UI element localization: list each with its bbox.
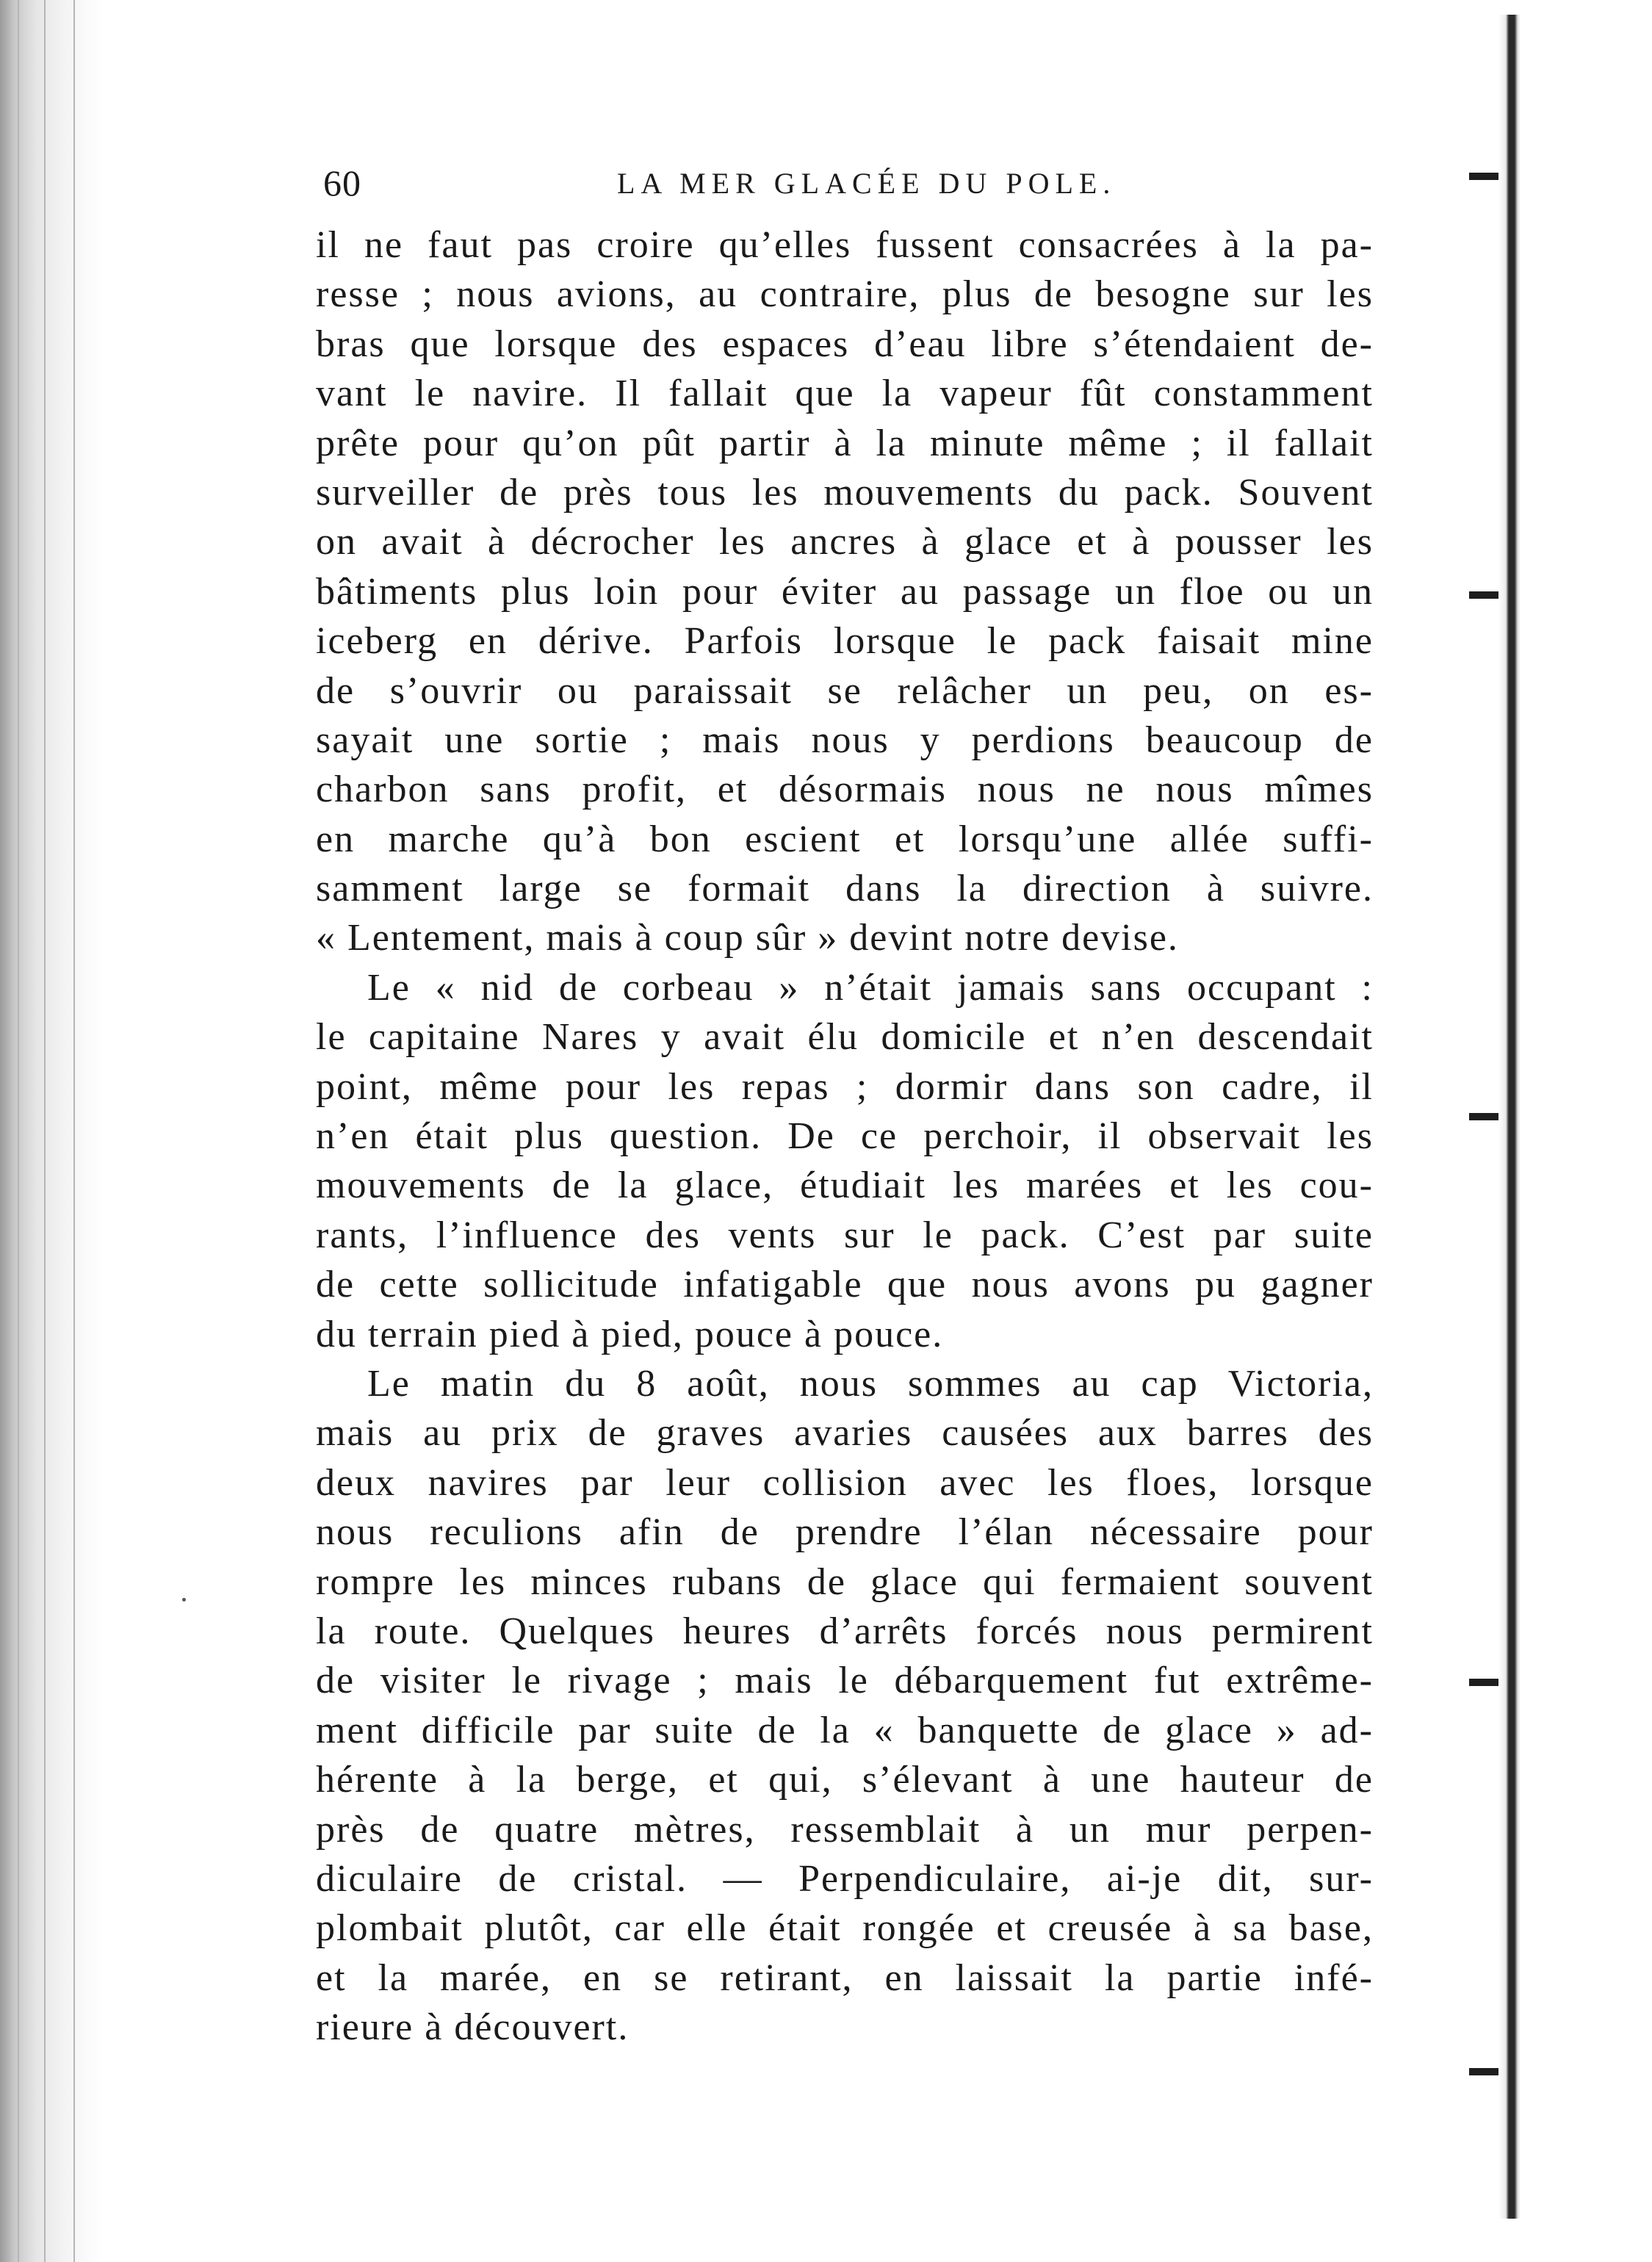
text-line: iceberg en dérive. Parfois lorsque le pack faisait mine: [316, 620, 1374, 663]
text-line: rieure à découvert.: [316, 2006, 630, 2049]
text-line: mais au prix de graves avaries causées aux barres des: [316, 1412, 1374, 1455]
paragraph-start-line: Le « nid de corbeau » n’était jamais sans occupant :: [367, 966, 1374, 1009]
text-line: rants, l’influence des vents sur le pack. C’est par suite: [316, 1214, 1374, 1256]
text-line: plombait plutôt, car elle était rongée et creusée à sa base,: [316, 1907, 1374, 1950]
text-line: point, même pour les repas ; dormir dans son cadre, il: [316, 1065, 1374, 1108]
text-line: le capitaine Nares y avait élu domicile et n’en descendait: [316, 1016, 1374, 1059]
text-line: hérente à la berge, et qui, s’élevant à une hauteur de: [316, 1759, 1374, 1801]
text-line: de s’ouvrir ou paraissait se relâcher un peu, on es-: [316, 669, 1374, 712]
text-line: samment large se formait dans la direction à suivre.: [316, 868, 1374, 910]
text-line: la route. Quelques heures d’arrêts forcés nous permirent: [316, 1610, 1374, 1652]
text-line: surveiller de près tous les mouvements du pack. Souvent: [316, 471, 1374, 514]
text-line: nous reculions afin de prendre l’élan nécessaire pour: [316, 1511, 1374, 1554]
text-line: « Lentement, mais à coup sûr » devint notre devise.: [316, 917, 1179, 959]
scan-speck: [182, 1598, 186, 1602]
edge-mark: [1469, 2068, 1498, 2075]
binding-line: [73, 0, 75, 2262]
binding-line: [18, 0, 19, 2262]
body-text: [316, 220, 1374, 2086]
text-line: de cette sollicitude infatigable que nous avons pu gagner: [316, 1264, 1374, 1306]
text-line: prête pour qu’on pût partir à la minute même ; il fallait: [316, 422, 1374, 464]
page-header: [323, 162, 1374, 206]
text-line: sayait une sortie ; mais nous y perdions beaucoup de: [316, 718, 1374, 761]
text-line: près de quatre mètres, ressemblait à un mur perpen-: [316, 1808, 1374, 1851]
edge-mark: [1469, 1679, 1498, 1686]
text-line: bras que lorsque des espaces d’eau libre s’étendaient de-: [316, 323, 1374, 365]
text-line: on avait à décrocher les ancres à glace et à pousser les: [316, 521, 1374, 563]
text-line: vant le navire. Il fallait que la vapeur fût constamment: [316, 372, 1374, 415]
text-line: ment difficile par suite de la « banquette de glace » ad-: [316, 1709, 1374, 1751]
binding-line: [44, 0, 46, 2262]
text-line: il ne faut pas croire qu’elles fussent consacrées à la pa-: [316, 224, 1374, 266]
running-title: LA MER GLACÉE DU POLE.: [617, 167, 1117, 200]
text-line: diculaire de cristal. — Perpendiculaire, ai-je dit, sur-: [316, 1857, 1374, 1900]
page-number: 60: [323, 162, 361, 203]
text-line: rompre les minces rubans de glace qui fermaient souvent: [316, 1560, 1374, 1603]
text-line: bâtiments plus loin pour éviter au passage un floe ou un: [316, 570, 1374, 613]
text-line: n’en était plus question. De ce perchoir, il observait les: [316, 1115, 1374, 1158]
edge-mark: [1469, 1113, 1498, 1120]
text-line: charbon sans profit, et désormais nous ne nous mîmes: [316, 768, 1374, 811]
text-line: en marche qu’à bon escient et lorsqu’une allée suffi-: [316, 818, 1374, 860]
text-line: deux navires par leur collision avec les floes, lorsque: [316, 1461, 1374, 1504]
text-line: mouvements de la glace, étudiait les marées et les cou-: [316, 1164, 1374, 1207]
text-line: de visiter le rivage ; mais le débarquement fut extrême-: [316, 1660, 1374, 1702]
paragraph-start-line: Le matin du 8 août, nous sommes au cap Victoria,: [367, 1362, 1374, 1405]
edge-mark: [1469, 173, 1498, 180]
book-binding-edge: [0, 0, 103, 2262]
text-line: resse ; nous avions, au contraire, plus de besogne sur les: [316, 273, 1374, 316]
text-line: du terrain pied à pied, pouce à pouce.: [316, 1313, 944, 1355]
text-line: et la marée, en se retirant, en laissait la partie infé-: [316, 1956, 1374, 1999]
page-right-edge: [1498, 15, 1521, 2219]
edge-mark: [1469, 591, 1498, 599]
